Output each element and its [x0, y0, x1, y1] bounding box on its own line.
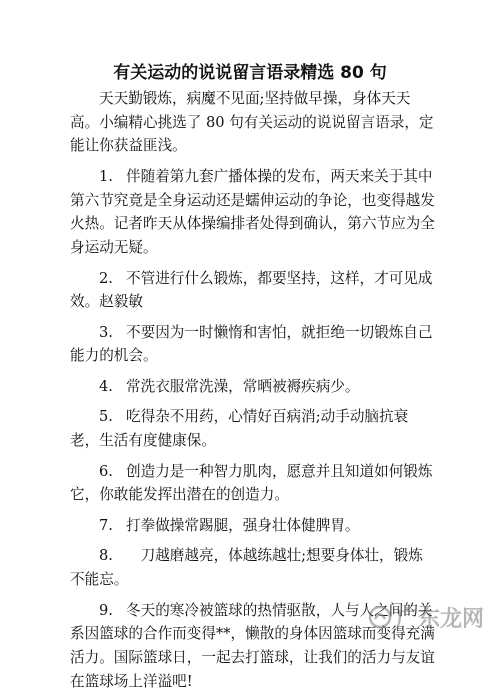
- item-text: 冬天的寒冷被篮球的热情驱散，人与人之间的关系因篮球的合作而变得**，懒散的身体因篮球而变得充满活力。国际篮球日，一起去打篮球，让我们的活力与友谊在篮球场上洋溢吧!: [70, 601, 435, 690]
- list-item: [70, 267, 435, 314]
- item-text: 吃得杂不用药，心情好百病消;动手动脑抗衰老，生活有度健康保。: [70, 408, 409, 450]
- item-number: 1.: [99, 167, 113, 185]
- item-text: 创造力是一种智力肌肉，愿意并且知道如何锻炼它，你敢能发挥出潜在的创造力。: [70, 462, 433, 504]
- list-item: [70, 165, 435, 260]
- list-item: [70, 405, 435, 452]
- item-text: 刀越磨越亮，体越练越壮;想要身体壮，锻炼不能忘。: [70, 547, 423, 589]
- item-text: 常洗衣服常洗澡，常晒被褥疾病少。: [126, 377, 360, 395]
- list-item: [70, 514, 435, 538]
- watermark-text: 广东龙网: [395, 606, 484, 632]
- item-number: 9.: [99, 601, 113, 619]
- watermark: [368, 604, 484, 630]
- document-title: 有关运动的说说留言语录精选 80 句: [113, 63, 387, 83]
- item-number: 2.: [99, 269, 113, 287]
- list-item: [70, 460, 435, 507]
- item-number: 4.: [99, 377, 113, 395]
- item-number: 5.: [99, 408, 113, 426]
- item-number: 7.: [99, 516, 113, 534]
- item-number: 6.: [99, 462, 113, 480]
- logo-icon: [368, 605, 392, 629]
- item-text: 不管进行什么锻炼，都要坚持，这样，才可见成效。赵毅敏: [70, 269, 433, 311]
- item-number: 8.: [99, 547, 113, 565]
- list-item: [70, 321, 435, 368]
- item-text: 伴随着第九套广播体操的发布，两天来关于其中第六节究竟是全身运动还是蠕伸运动的争论，也变得越发火热。记者昨天从体操编排者处得到确认，第六节应为全身运动无疑。: [70, 167, 435, 257]
- intro-paragraph: 天天勤锻炼，病魔不见面;坚持做早操，身体天天高。小编精心挑选了 80 句有关运动的说说留言语录，定能让你获益匪浅。: [70, 90, 434, 155]
- item-text: 打拳做操常踢腿，强身壮体健脾胃。: [126, 516, 360, 534]
- list-item: [70, 544, 435, 591]
- item-text: 不要因为一时懒惰和害怕，就拒绝一切锻炼自己能力的机会。: [70, 323, 433, 365]
- list-item: [70, 375, 435, 399]
- item-number: 3.: [99, 323, 113, 341]
